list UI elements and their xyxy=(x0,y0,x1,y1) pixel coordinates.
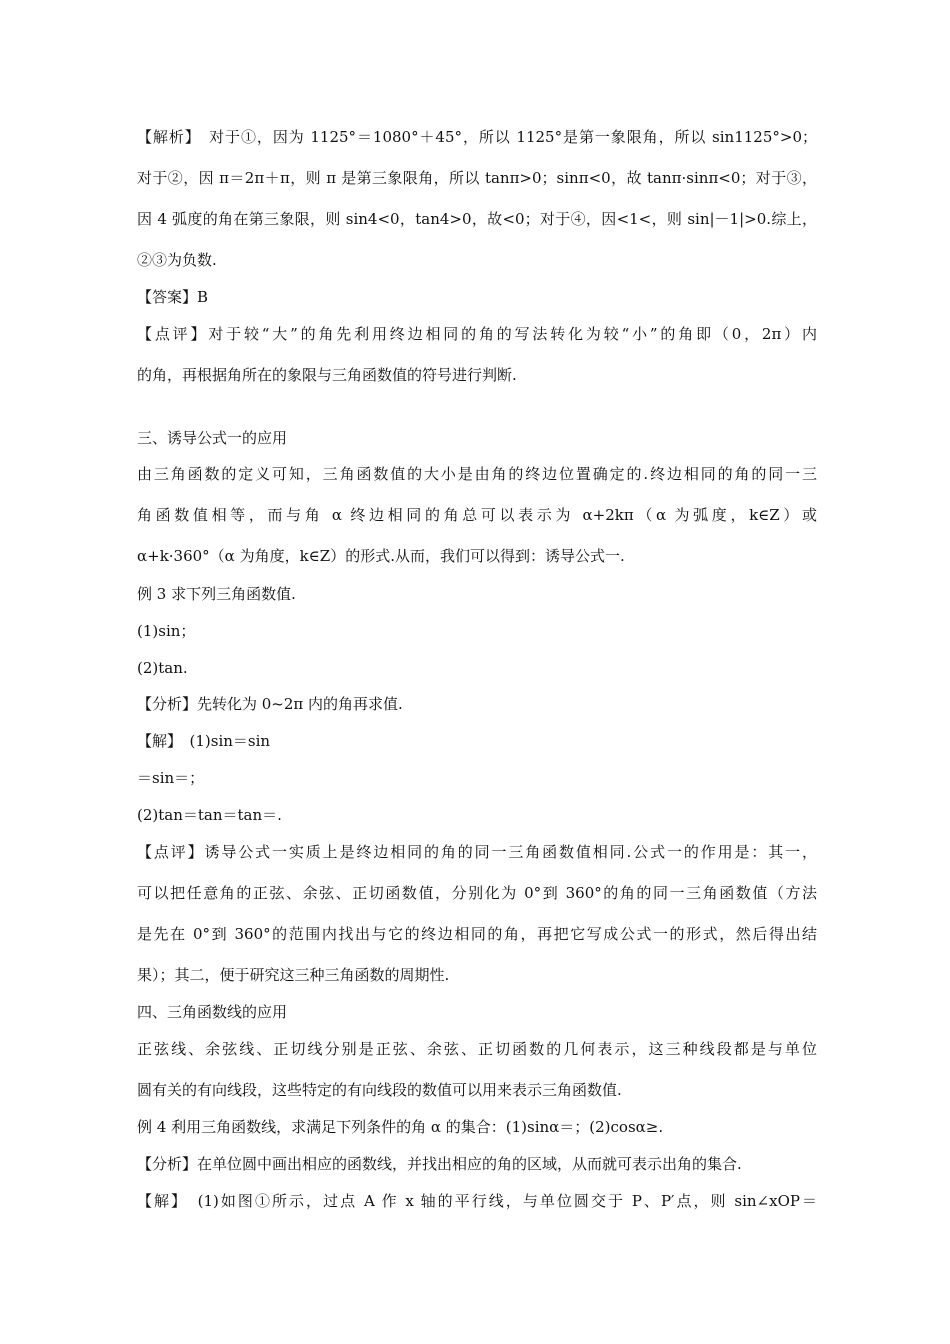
text-line: 由三角函数的定义可知，三角函数值的大小是由角的终边位置确定的.终边相同的角的同一三 xyxy=(137,465,817,483)
text-line: 【解】 (1)如图①所示，过点 A 作 x 轴的平行线，与单位圆交于 P、P′点，则 sin∠xOP＝ xyxy=(137,1192,817,1210)
text-line: 【解析】 对于①，因为 1125°＝1080°＋45°，所以 1125°是第一象限角，所以 sin1125°>0； xyxy=(137,128,817,146)
section-heading: 四、三角函数线的应用 xyxy=(137,1003,288,1021)
text-line: 因 4 弧度的角在第三象限，则 sin4<0，tan4>0，故<0；对于④，因<1<，则 sin|－1|>0.综上， xyxy=(137,210,817,228)
text-line: 【点评】对于较“大”的角先利用终边相同的角的写法转化为较“小”的角即（0，2π）内 xyxy=(137,325,817,343)
text-line: 果）；其二，便于研究这三种三角函数的周期性. xyxy=(137,966,450,984)
text-line: 【解】 (1)sin＝sin xyxy=(137,732,271,750)
text-line: (2)tan＝tan＝tan＝. xyxy=(137,806,282,824)
text-line: 角函数值相等，而与角 α 终边相同的角总可以表示为 α+2kπ（α 为弧度，k∈Z）或 xyxy=(137,506,817,524)
text-line: ②③为负数. xyxy=(137,251,217,269)
text-line: 正弦线、余弦线、正切线分别是正弦、余弦、正切函数的几何表示，这三种线段都是与单位 xyxy=(137,1040,817,1058)
section-heading: 三、诱导公式一的应用 xyxy=(137,429,288,447)
text-line: α+k·360°（α 为角度，k∈Z）的形式.从而，我们可以得到：诱导公式一. xyxy=(137,547,625,565)
example-title: 例 3 求下列三角函数值. xyxy=(137,585,296,603)
example-title: 例 4 利用三角函数线，求满足下列条件的角 α 的集合：(1)sinα＝；(2)cosα≥. xyxy=(137,1118,664,1136)
text-line: 可以把任意角的正弦、余弦、正切函数值，分别化为 0°到 360°的角的同一三角函数值（方法 xyxy=(137,884,817,902)
text-line: ＝sin＝； xyxy=(137,769,205,787)
text-line: 是先在 0°到 360°的范围内找出与它的终边相同的角，再把它写成公式一的形式，然后得出结 xyxy=(137,925,817,943)
text-line: 对于②，因 π＝2π＋π，则 π 是第三象限角，所以 tanπ>0；sinπ<0，故 tanπ·sinπ<0；对于③， xyxy=(137,169,817,187)
text-line: (1)sin； xyxy=(137,622,196,640)
text-line: 圆有关的有向线段，这些特定的有向线段的数值可以用来表示三角函数值. xyxy=(137,1081,622,1099)
text-line: 的角，再根据角所在的象限与三角函数值的符号进行判断. xyxy=(137,366,517,384)
text-line: 【分析】先转化为 0~2π 内的角再求值. xyxy=(137,695,403,713)
text-line: 【点评】诱导公式一实质上是终边相同的角的同一三角函数值相同.公式一的作用是：其一， xyxy=(137,843,817,861)
text-line: 【分析】在单位圆中画出相应的函数线，并找出相应的角的区域，从而就可表示出角的集合. xyxy=(137,1155,742,1173)
answer-line: 【答案】B xyxy=(137,288,209,306)
text-line: (2)tan. xyxy=(137,659,188,677)
